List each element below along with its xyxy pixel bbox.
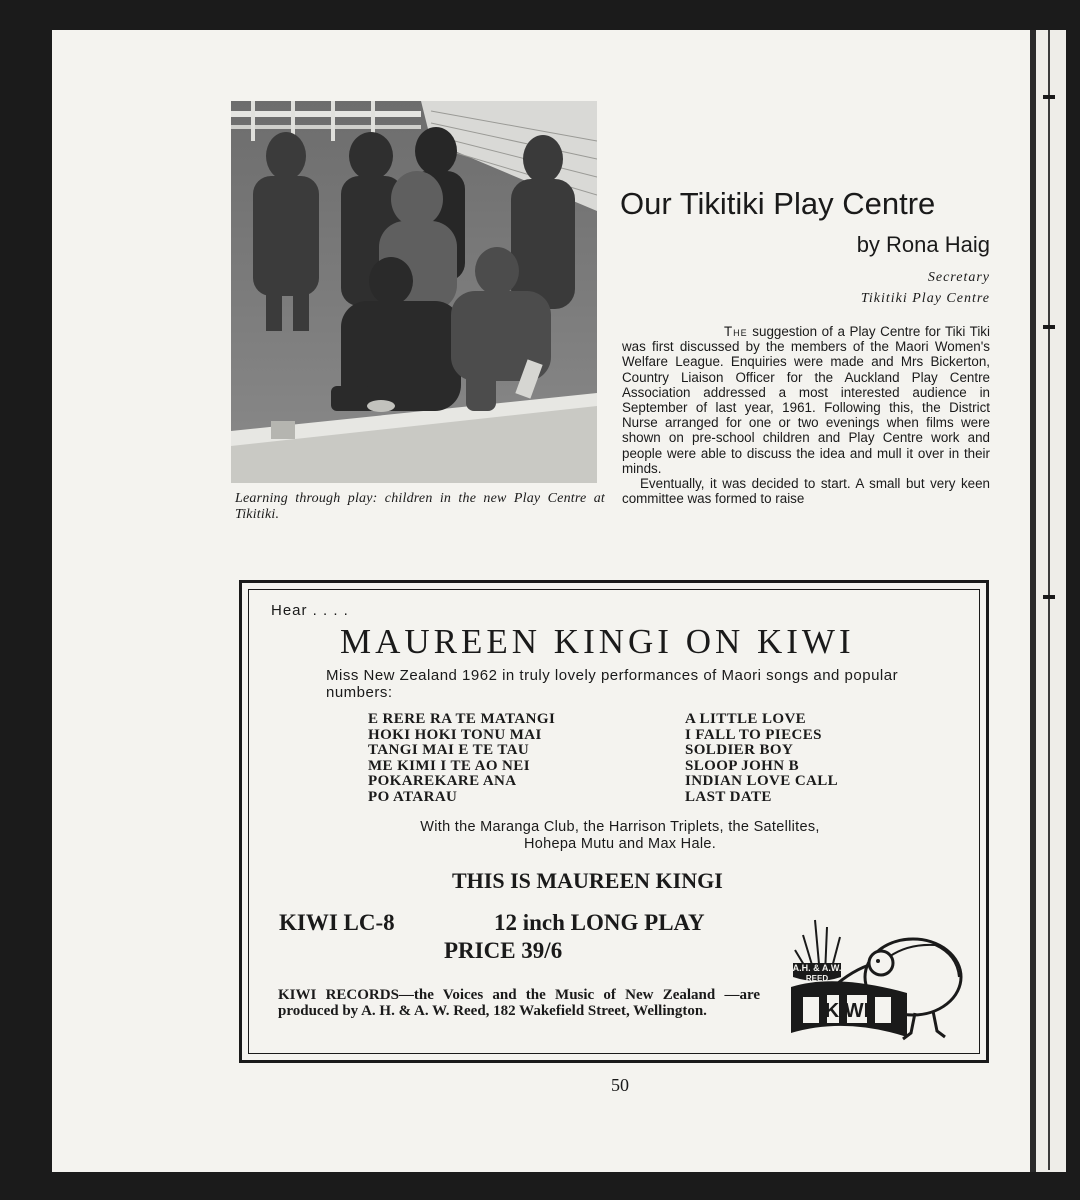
facing-page-border <box>1048 30 1050 1170</box>
article-title: Our Tikitiki Play Centre <box>620 186 936 221</box>
kiwi-bird-icon <box>785 915 965 1055</box>
song-list-right <box>685 712 838 805</box>
page-number: 50 <box>611 1075 629 1095</box>
article-paragraph <box>622 324 990 476</box>
song-title: INDIAN LOVE CALL <box>685 773 839 789</box>
song-title: LAST DATE <box>685 788 772 805</box>
song-title: TANGI MAI E TE TAU <box>368 742 530 758</box>
song-title: E RERE RA TE MATANGI <box>368 711 556 727</box>
facing-page-edge <box>1036 30 1066 1172</box>
record-format: 12 inch LONG PLAY <box>494 910 705 935</box>
album-title: THIS IS MAUREEN KINGI <box>452 868 723 893</box>
performers-line: Hohepa Mutu and Max Hale. <box>523 836 717 852</box>
logo-publisher-text: A.H. & A.W. <box>792 963 842 973</box>
edge-tick <box>1043 95 1055 99</box>
edge-tick <box>1043 595 1055 599</box>
song-title: A LITTLE LOVE <box>685 711 807 727</box>
paragraph-text: suggestion of a Play Centre for Tiki Tiki was first discussed by the members of the Maori Women's Welfare League. Enquiries were made and Mrs Bickerton, Country Liaison Officer for the Auckland Play Centre Association addressed a most interested audience in September of last year, 1961. Following this, the District Nurse arranged for one or two evenings when films were shown on pre-school children and Play Centre work and people were able to discuss the idea and mull it over in their minds. <box>622 324 990 476</box>
performers-line: With the Maranga Club, the Harrison Triplets, the Satellites, <box>420 819 820 835</box>
performers-credit <box>330 819 910 853</box>
author-role-title: Secretary <box>927 270 990 285</box>
catalog-number: KIWI LC-8 <box>279 910 395 935</box>
logo-reed-text: REED <box>805 974 829 983</box>
article-paragraph: Eventually, it was decided to start. A small but very keen committee was formed to raise <box>622 476 990 507</box>
ad-headline: MAUREEN KINGI ON KIWI <box>340 622 855 661</box>
logo-kiwi-text: KIWI <box>824 1000 870 1022</box>
song-title: HOKI HOKI TONU MAI <box>368 726 542 743</box>
song-list-left <box>368 712 555 805</box>
author-role <box>620 267 990 309</box>
author-role-organisation: Tikitiki Play Centre <box>860 291 990 306</box>
song-title: POKAREKARE ANA <box>368 773 517 789</box>
kiwi-records-logo <box>785 915 965 1055</box>
photo-caption: Learning through play: children in the new Play Centre at Tikitiki. <box>235 491 605 522</box>
song-title: SOLDIER BOY <box>685 742 794 758</box>
song-title: I FALL TO PIECES <box>685 726 822 743</box>
record-price: PRICE 39/6 <box>444 938 563 963</box>
publisher-note: KIWI RECORDS—the Voices and the Music of New Zealand —are produced by A. H. & A. W. Reed, 182 Wakefield Street, Wellington. <box>278 987 760 1019</box>
children-photo <box>231 101 597 483</box>
song-title: SLOOP JOHN B <box>685 757 799 774</box>
ad-intro: Miss New Zealand 1962 in truly lovely performances of Maori songs and popular numbers: <box>326 667 899 701</box>
song-title: PO ATARAU <box>368 788 458 805</box>
song-title: ME KIMI I TE AO NEI <box>368 757 530 774</box>
ad-hear-label: Hear . . . . <box>271 602 349 619</box>
article-byline: by Rona Haig <box>856 232 990 257</box>
edge-tick <box>1043 325 1055 329</box>
article-body <box>622 324 990 506</box>
children-photo-drawing <box>231 101 597 483</box>
lead-word: The <box>724 324 748 339</box>
